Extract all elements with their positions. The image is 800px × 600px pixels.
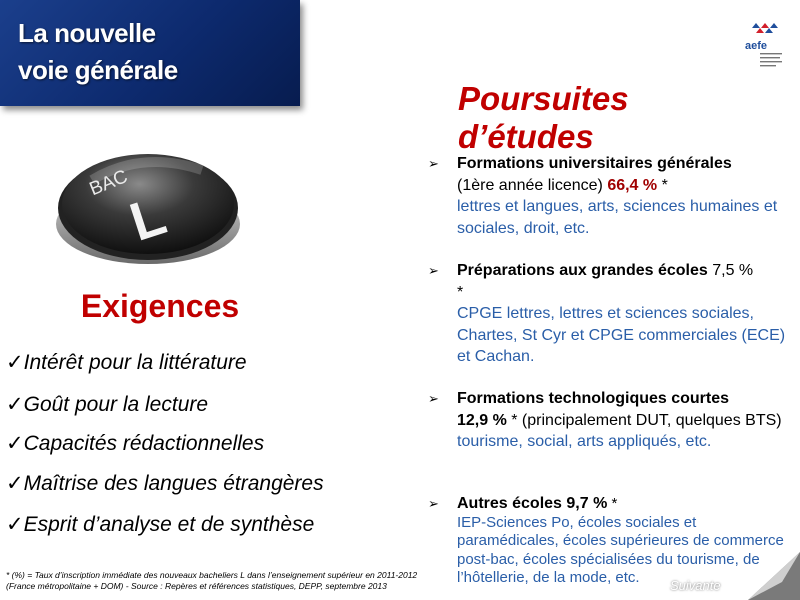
arrow-bullet-icon: ➢ <box>428 156 439 171</box>
requirement-item: ✓Esprit d’analyse et de synthèse <box>6 513 315 536</box>
logo-text: aefe <box>745 40 768 52</box>
arrow-bullet-icon: ➢ <box>428 263 439 278</box>
studies-item: ➢ Autres écoles 9,7 % * IEP-Sciences Po, écoles sociales et paramédicales, écoles supérieures de commerce post-bac, écoles spécialisées du tourisme, de l’hôtellerie, de la mode, etc. <box>428 495 800 588</box>
studies-item: ➢ Préparations aux grandes écoles 7,5 % * CPGE lettres, lettres et sciences sociales, Chartes, St Cyr et CPGE commerciales (ECE) et Cachan. <box>428 260 800 368</box>
exigences-heading: Exigences <box>80 288 240 324</box>
studies-item-examples: IEP-Sciences Po, écoles sociales et paramédicales, écoles supérieures de commerce post-bac, écoles spécialisées du tourisme, de l’hôtellerie, de la mode, etc. <box>457 513 784 586</box>
check-icon: ✓ <box>6 351 24 374</box>
studies-item-examples: CPGE lettres, lettres et sciences sociales, Chartes, St Cyr et CPGE commerciales (ECE) et Cachan. <box>457 305 786 365</box>
studies-item-pct: 66,4 % <box>607 176 658 194</box>
next-slide-link[interactable]: Suivante <box>670 578 721 593</box>
studies-item-title: Formations technologiques courtes <box>457 390 730 407</box>
banner-title-line1: La nouvelle <box>18 18 156 48</box>
footnote-line2: (France métropolitaine + DOM) - Source : Repères et références statistiques, DEPP, septembre 2013 <box>6 580 387 591</box>
bac-word: BAC <box>86 166 131 201</box>
requirement-item: ✓Goût pour la lecture <box>6 393 209 416</box>
studies-item-title: Préparations aux grandes écoles <box>457 262 708 279</box>
bac-l-button <box>52 140 242 266</box>
check-icon: ✓ <box>6 432 24 455</box>
studies-item: ➢ Formations technologiques courtes 12,9 % * (principalement DUT, quelques BTS) tourisme, social, arts appliqués, etc. <box>428 388 800 453</box>
studies-item-examples: lettres et langues, arts, sciences humaines et sociales, droit, etc. <box>457 198 778 237</box>
studies-item-title: Formations universitaires générales <box>457 155 732 172</box>
check-icon: ✓ <box>6 513 24 536</box>
title-banner <box>0 0 300 106</box>
logo-mark-icon <box>752 23 778 33</box>
studies-item-pct: 12,9 % <box>457 411 507 429</box>
footnote-line1: * (%) = Taux d’inscription immédiate des nouveaux bacheliers L dans l’enseignement supérieur en 2011-2012 <box>6 570 418 580</box>
requirement-item: ✓Intérêt pour la littérature <box>6 351 247 374</box>
arrow-bullet-icon: ➢ <box>428 391 439 406</box>
studies-item-pct: 9,7 % <box>561 495 608 512</box>
page-curl-next-button[interactable] <box>748 552 800 600</box>
requirement-item: ✓Maîtrise des langues étrangères <box>6 472 324 495</box>
footnote <box>6 570 456 591</box>
banner-title-line2: voie générale <box>18 55 178 85</box>
check-icon: ✓ <box>6 472 24 495</box>
logo-subtext-icon <box>760 53 782 66</box>
studies-item: ➢ Formations universitaires générales (1ère année licence) 66,4 % * lettres et langues, arts, sciences humaines et sociales, droit, etc. <box>428 153 800 239</box>
arrow-bullet-icon: ➢ <box>428 496 439 511</box>
poursuites-title: Poursuites d’études <box>458 80 629 155</box>
check-icon: ✓ <box>6 393 24 416</box>
studies-item-pct: 7,5 % <box>707 262 754 279</box>
studies-item-examples: tourisme, social, arts appliqués, etc. <box>457 433 712 450</box>
requirement-item: ✓Capacités rédactionnelles <box>6 432 265 455</box>
bac-letter: L <box>123 185 174 253</box>
studies-item-title: Autres écoles <box>457 495 562 512</box>
aefe-logo <box>742 20 788 78</box>
